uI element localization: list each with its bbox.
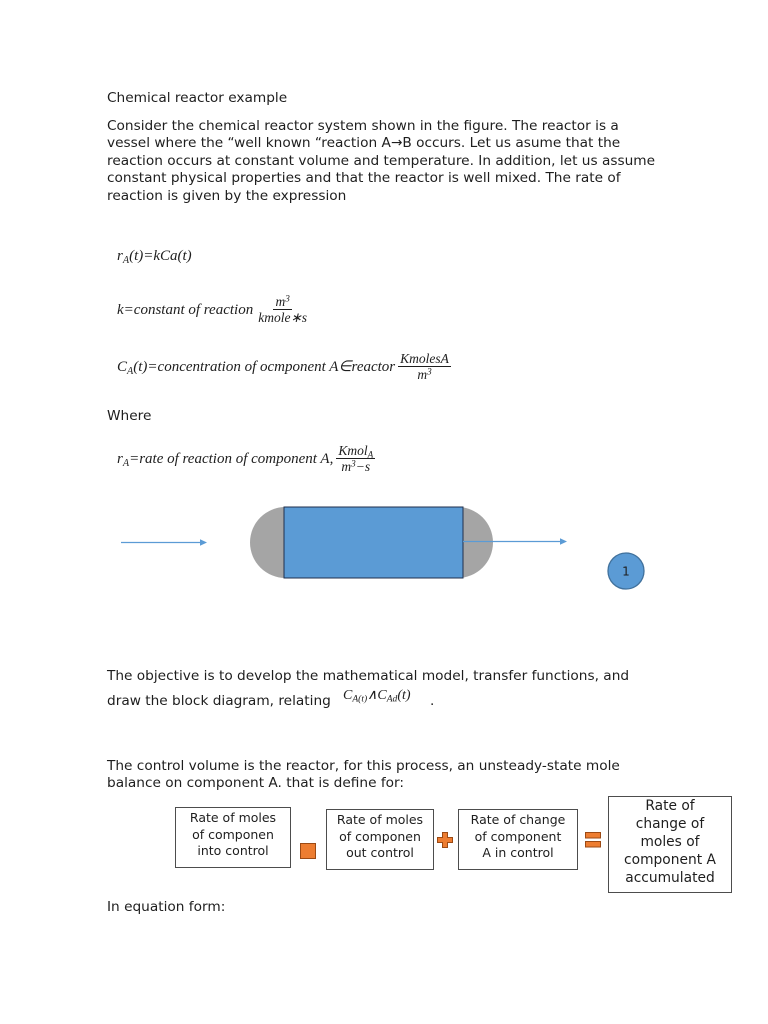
vessel-body (284, 507, 463, 578)
numerator-base: m (275, 294, 286, 309)
numerator-base: Kmol (338, 443, 368, 458)
block-text-line: A in control (482, 845, 554, 860)
rate-equation (117, 247, 192, 265)
second-variable-subscript: Ad (386, 694, 398, 705)
block-text-line: of componen (192, 826, 274, 842)
block-text-line: of componen (339, 828, 421, 844)
section-title: Chemical reactor example (107, 90, 288, 106)
denominator-base: m (341, 459, 352, 474)
rate-constant-equation (117, 294, 309, 325)
reaction-rate-units (336, 443, 375, 474)
stream-number-label: 1 (622, 564, 630, 579)
reaction-rate-subscript: A (122, 457, 130, 469)
minus-icon (299, 842, 317, 860)
where-label: Where (107, 408, 152, 424)
inlet-arrow (121, 539, 207, 545)
numerator-subscript: A (367, 449, 374, 460)
block-rate-of-change (458, 809, 578, 870)
concentration-units (398, 351, 451, 382)
block-text-line: of component (474, 828, 562, 844)
rate-constant-units (256, 294, 309, 325)
reaction-rate-equation (117, 443, 375, 474)
denominator-exponent: 3 (351, 458, 356, 469)
concentration-equation (117, 351, 451, 382)
denominator-exponent: 3 (427, 366, 432, 377)
reaction-rate-definition (117, 450, 333, 468)
intro-paragraph (107, 118, 655, 205)
and-operator-second-variable: ∧C (367, 688, 387, 703)
rate-equation-lhs (117, 247, 192, 265)
numerator-exponent: 3 (285, 293, 290, 304)
block-text-line: into control (197, 843, 269, 858)
equals-icon (584, 830, 602, 850)
outlet-arrowhead (560, 538, 567, 544)
concentration-subscript: A (127, 365, 134, 377)
fraction-numerator: KmolesA (400, 351, 449, 366)
fraction-denominator (415, 367, 433, 382)
reaction-rate-variable: r (117, 450, 123, 467)
paragraph-line: reaction occurs at constant volume and temperature. In addition, let us assume (107, 152, 656, 169)
inlet-arrowhead (200, 539, 207, 545)
block-text-line: out control (346, 845, 414, 860)
denominator-base: m (417, 367, 428, 382)
equation-form-label: In equation form: (107, 899, 226, 915)
stream-number-marker (608, 553, 644, 589)
concentration-variable: C (117, 358, 128, 375)
block-text-line: Rate of change (470, 812, 566, 827)
denominator-rest: −s (355, 459, 371, 474)
paragraph-line: reaction is given by the expression (107, 187, 347, 204)
paragraph-line: Consider the chemical reactor system shown in the figure. The reactor is a (107, 118, 619, 134)
concentration-expression: (t)=concentration of ocmponent A∈reactor (133, 358, 396, 375)
plus-shape (438, 833, 453, 848)
block-text-line: Rate of moles (336, 812, 424, 827)
equals-bottom-bar (586, 842, 601, 848)
first-variable-subscript: A(t) (352, 694, 368, 705)
second-variable-argument: (t) (397, 688, 411, 703)
block-text-line: moles of (640, 833, 700, 850)
block-text-line: Rate of moles (189, 810, 277, 825)
rate-variable: r (117, 248, 123, 264)
balance-line: balance on component A. that is define for: (107, 775, 405, 791)
paragraph-line: vessel where the “well known “reaction A→B occurs. Let us asume that the (107, 135, 621, 152)
fraction-numerator (336, 443, 375, 459)
objective-line: The objective is to develop the mathematical model, transfer functions, and (107, 668, 630, 684)
fraction-denominator: kmole∗s (258, 310, 308, 325)
reactor-diagram (0, 495, 700, 595)
relating-variables-equation (343, 688, 411, 704)
objective-line: draw the block diagram, relating (107, 693, 331, 709)
equals-top-bar (586, 833, 601, 839)
fraction-numerator (273, 294, 291, 310)
fraction-denominator (339, 459, 372, 474)
block-moles-out (326, 809, 434, 870)
rate-expression: (t)=kCa(t) (129, 248, 192, 264)
minus-shape (301, 844, 316, 859)
block-text-line: change of (635, 815, 705, 832)
first-variable: C (343, 688, 353, 703)
rate-constant-definition: k=constant of reaction (117, 301, 254, 318)
concentration-definition (117, 358, 395, 376)
block-text-line: component A (624, 851, 716, 868)
block-moles-in (175, 807, 291, 868)
block-text-line: Rate of (645, 798, 695, 814)
block-text-line: accumulated (625, 869, 715, 886)
balance-line: The control volume is the reactor, for this process, an unsteady-state mole (107, 758, 620, 774)
block-accumulated (608, 796, 732, 893)
reaction-rate-expression: =rate of reaction of component A, (129, 450, 334, 467)
rate-variable-subscript: A (122, 254, 130, 266)
plus-icon (436, 831, 454, 849)
objective-period: . (430, 693, 435, 709)
paragraph-line: constant physical properties and that the reactor is well mixed. The rate of (107, 170, 621, 187)
